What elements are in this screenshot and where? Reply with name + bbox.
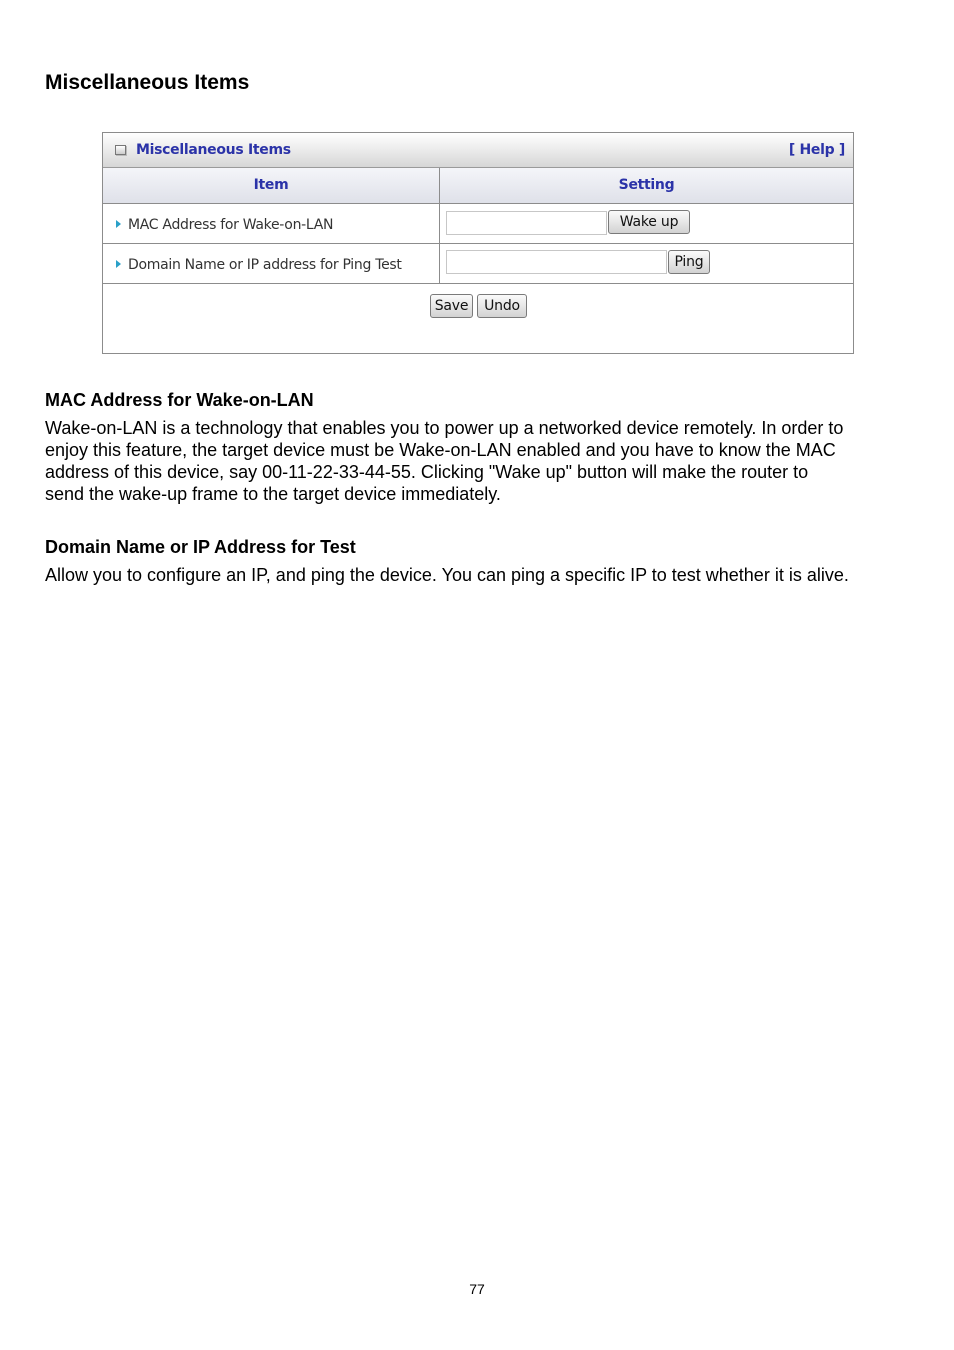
body-line: enjoy this feature, the target device must be Wake-on-LAN enabled and you have to know the MAC <box>45 440 836 460</box>
body-line: address of this device, say 00-11-22-33-44-55. Clicking "Wake up" button will make the router to <box>45 462 809 482</box>
ping-button[interactable]: Ping <box>668 250 710 274</box>
ping-test-label-cell <box>103 244 440 283</box>
arrow-right-icon <box>116 260 121 268</box>
wake-on-lan-row <box>103 204 853 244</box>
page-number: 77 <box>469 1281 485 1297</box>
wake-on-lan-label-cell <box>103 204 440 243</box>
wake-up-button[interactable]: Wake up <box>608 210 690 234</box>
panel-title: Miscellaneous Items <box>136 142 291 158</box>
section-body-ping-test <box>45 564 915 586</box>
help-link[interactable]: [ Help ] <box>788 142 845 158</box>
section-heading-wake-on-lan: MAC Address for Wake-on-LAN <box>45 390 314 410</box>
arrow-right-icon <box>116 220 121 228</box>
ping-test-row <box>103 244 853 284</box>
column-header-setting: Setting <box>440 168 853 204</box>
window-icon <box>115 145 126 155</box>
section-heading-ping-test: Domain Name or IP Address for Test <box>45 537 356 557</box>
body-line: send the wake-up frame to the target device immediately. <box>45 484 501 504</box>
page-title: Miscellaneous Items <box>45 71 250 94</box>
save-button[interactable]: Save <box>430 294 473 318</box>
body-line: Allow you to configure an IP, and ping the device. You can ping a specific IP to test whether it is alive. <box>45 565 849 585</box>
body-line: Wake-on-LAN is a technology that enables you to power up a networked device remotely. In order to <box>45 418 844 438</box>
panel-header <box>103 133 853 168</box>
undo-button[interactable]: Undo <box>477 294 527 318</box>
misc-items-panel <box>102 132 854 354</box>
mac-address-input[interactable] <box>446 211 607 235</box>
column-header-item: Item <box>103 168 440 204</box>
ping-host-input[interactable] <box>446 250 667 274</box>
section-body-wake-on-lan <box>45 417 915 505</box>
wake-on-lan-label: MAC Address for Wake-on-LAN <box>128 217 334 233</box>
ping-test-label: Domain Name or IP address for Ping Test <box>128 257 402 273</box>
